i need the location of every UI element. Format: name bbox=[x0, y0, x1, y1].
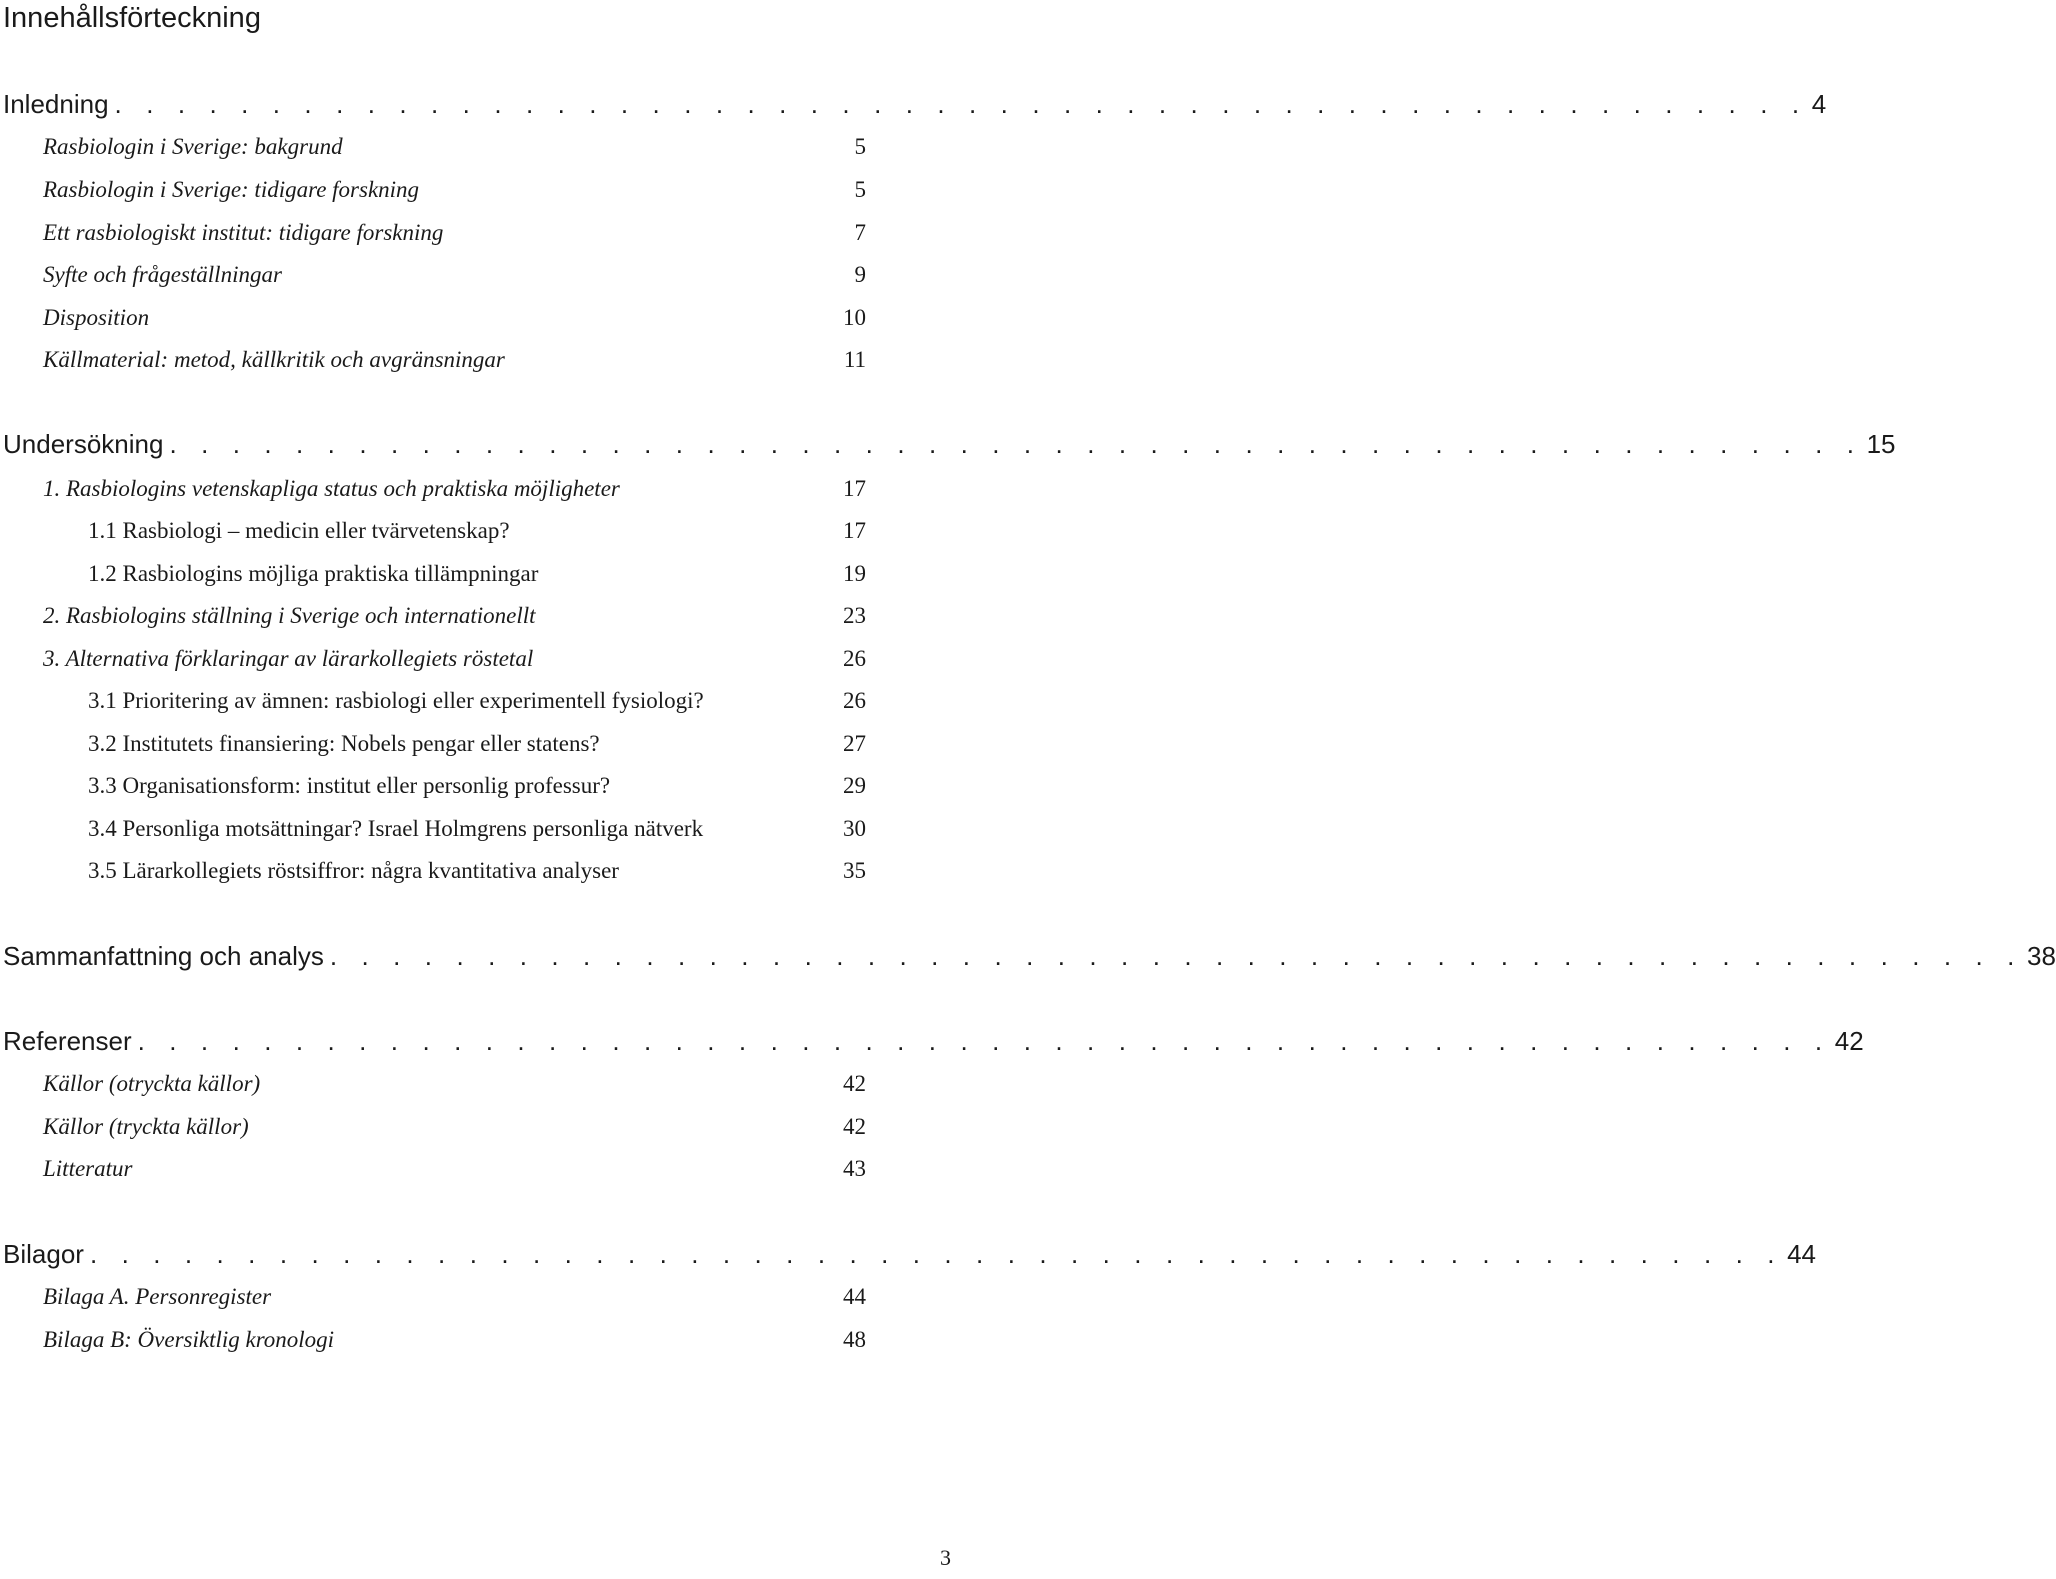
dot-leader: . . . . . . . . . . . . . . . . . . . . . . . . . . . . . . . . . . . . . . . . . . . . . . . . . . . . . . bbox=[114, 89, 1808, 119]
entry-label: 3.3 Organisationsform: institut eller personlig professur? bbox=[88, 773, 611, 798]
entry-label: 1.2 Rasbiologins möjliga praktiska tillämpningar bbox=[88, 561, 539, 586]
toc-entry[interactable] bbox=[43, 343, 866, 377]
section-label: Undersökning bbox=[3, 429, 164, 459]
entry-page-number: 17 bbox=[843, 476, 866, 501]
entry-page-number: 27 bbox=[843, 731, 866, 756]
section-page-number: 38 bbox=[2027, 941, 2056, 971]
toc-entry[interactable] bbox=[43, 472, 866, 506]
dot-leader: . . . . . . . . . . . . . . . . . . . . . . . . . . . . . . . . . . . . . . . . . . . . . . . . . . . . . . bbox=[137, 1026, 1831, 1056]
section-page-number: 4 bbox=[1811, 89, 1827, 119]
entry-label: Källmaterial: metod, källkritik och avgränsningar bbox=[43, 347, 505, 372]
entry-label: 3.2 Institutets finansiering: Nobels pengar eller statens? bbox=[88, 731, 600, 756]
toc-entry[interactable] bbox=[88, 727, 866, 761]
section-label: Sammanfattning och analys bbox=[3, 941, 324, 971]
entry-label: 1.1 Rasbiologi – medicin eller tvärvetenskap? bbox=[88, 518, 510, 543]
entry-label: 1. Rasbiologins vetenskapliga status och praktiska möjligheter bbox=[43, 476, 620, 501]
entry-label: Syfte och frågeställningar bbox=[43, 262, 282, 287]
entry-label: Bilaga A. Personregister bbox=[43, 1284, 272, 1309]
section-page-number: 42 bbox=[1834, 1026, 1864, 1056]
entry-page-number: 9 bbox=[854, 262, 866, 287]
dot-leader: . . . . . . . . . . . . . . . . . . . . . . . . . . . . . . . . . . . . . . . . . . . . . . . . . . . . . . bbox=[329, 941, 2023, 971]
toc-entry[interactable] bbox=[43, 1067, 866, 1101]
toc-entry[interactable] bbox=[43, 130, 866, 164]
section-label: Bilagor bbox=[3, 1239, 84, 1269]
toc-entry[interactable] bbox=[43, 173, 866, 207]
dot-leader: . . . . . . . . . . . . . . . . . . . . . . . . . . . . . . . . . . . . . . . . . . . . . . . . . . . . . . bbox=[89, 1239, 1784, 1269]
toc-section-bilagor[interactable] bbox=[3, 1236, 1816, 1272]
entry-page-number: 10 bbox=[843, 305, 866, 330]
toc-entry[interactable] bbox=[88, 769, 866, 803]
entry-page-number: 48 bbox=[843, 1327, 866, 1352]
toc-entry[interactable] bbox=[43, 599, 866, 633]
entry-page-number: 35 bbox=[843, 858, 866, 883]
toc-entry[interactable] bbox=[43, 1323, 866, 1357]
entry-page-number: 7 bbox=[854, 220, 866, 245]
section-label: Referenser bbox=[3, 1026, 132, 1056]
toc-section-inledning[interactable] bbox=[3, 86, 1827, 122]
toc-section-undersokning[interactable] bbox=[3, 426, 1896, 462]
toc-entry[interactable] bbox=[43, 642, 866, 676]
dot-leader: . . . . . . . . . . . . . . . . . . . . . . . . . . . . . . . . . . . . . . . . . . . . . . . . . . . . . . bbox=[169, 429, 1863, 459]
section-label: Inledning bbox=[3, 89, 109, 119]
toc-entry[interactable] bbox=[88, 684, 866, 718]
entry-label: Bilaga B: Översiktlig kronologi bbox=[43, 1327, 335, 1352]
entry-page-number: 5 bbox=[854, 177, 866, 202]
toc-entry[interactable] bbox=[88, 812, 866, 846]
entry-page-number: 11 bbox=[843, 347, 866, 372]
section-page-number: 44 bbox=[1787, 1239, 1816, 1269]
entry-label: Rasbiologin i Sverige: tidigare forskning bbox=[43, 177, 420, 202]
entry-page-number: 43 bbox=[843, 1156, 866, 1181]
entry-label: Rasbiologin i Sverige: bakgrund bbox=[43, 134, 343, 159]
section-page-number: 15 bbox=[1866, 429, 1896, 459]
toc-section-referenser[interactable] bbox=[3, 1023, 1864, 1059]
page-number: 3 bbox=[940, 1545, 951, 1570]
entry-label: 2. Rasbiologins ställning i Sverige och internationellt bbox=[43, 603, 536, 628]
toc-entry[interactable] bbox=[43, 258, 866, 292]
toc-entry[interactable] bbox=[88, 557, 866, 591]
toc-entry[interactable] bbox=[43, 216, 866, 250]
entry-label: Litteratur bbox=[43, 1156, 133, 1181]
entry-page-number: 26 bbox=[843, 688, 866, 713]
entry-label: 3.4 Personliga motsättningar? Israel Holmgrens personliga nätverk bbox=[88, 816, 704, 841]
entry-label: Disposition bbox=[43, 305, 150, 330]
entry-label: Källor (otryckta källor) bbox=[43, 1071, 261, 1096]
toc-entry[interactable] bbox=[43, 1280, 866, 1314]
toc-entry[interactable] bbox=[43, 1152, 866, 1186]
entry-page-number: 23 bbox=[843, 603, 866, 628]
page-title: Innehållsförteckning bbox=[3, 2, 261, 34]
entry-page-number: 17 bbox=[843, 518, 866, 543]
entry-page-number: 42 bbox=[843, 1114, 866, 1139]
toc-entry[interactable] bbox=[88, 854, 866, 888]
entry-label: Ett rasbiologiskt institut: tidigare forskning bbox=[43, 220, 444, 245]
entry-page-number: 19 bbox=[843, 561, 866, 586]
entry-page-number: 44 bbox=[843, 1284, 866, 1309]
entry-page-number: 29 bbox=[843, 773, 866, 798]
toc-entry[interactable] bbox=[43, 301, 866, 335]
entry-page-number: 5 bbox=[854, 134, 866, 159]
entry-label: 3.5 Lärarkollegiets röstsiffror: några kvantitativa analyser bbox=[88, 858, 619, 883]
toc-entry[interactable] bbox=[43, 1110, 866, 1144]
entry-page-number: 30 bbox=[843, 816, 866, 841]
entry-page-number: 26 bbox=[843, 646, 866, 671]
toc-entry[interactable] bbox=[88, 514, 866, 548]
entry-page-number: 42 bbox=[843, 1071, 866, 1096]
entry-label: 3. Alternativa förklaringar av lärarkollegiets röstetal bbox=[43, 646, 534, 671]
entry-label: Källor (tryckta källor) bbox=[43, 1114, 249, 1139]
toc-section-sammanfattning[interactable] bbox=[3, 938, 2056, 974]
entry-label: 3.1 Prioritering av ämnen: rasbiologi eller experimentell fysiologi? bbox=[88, 688, 704, 713]
